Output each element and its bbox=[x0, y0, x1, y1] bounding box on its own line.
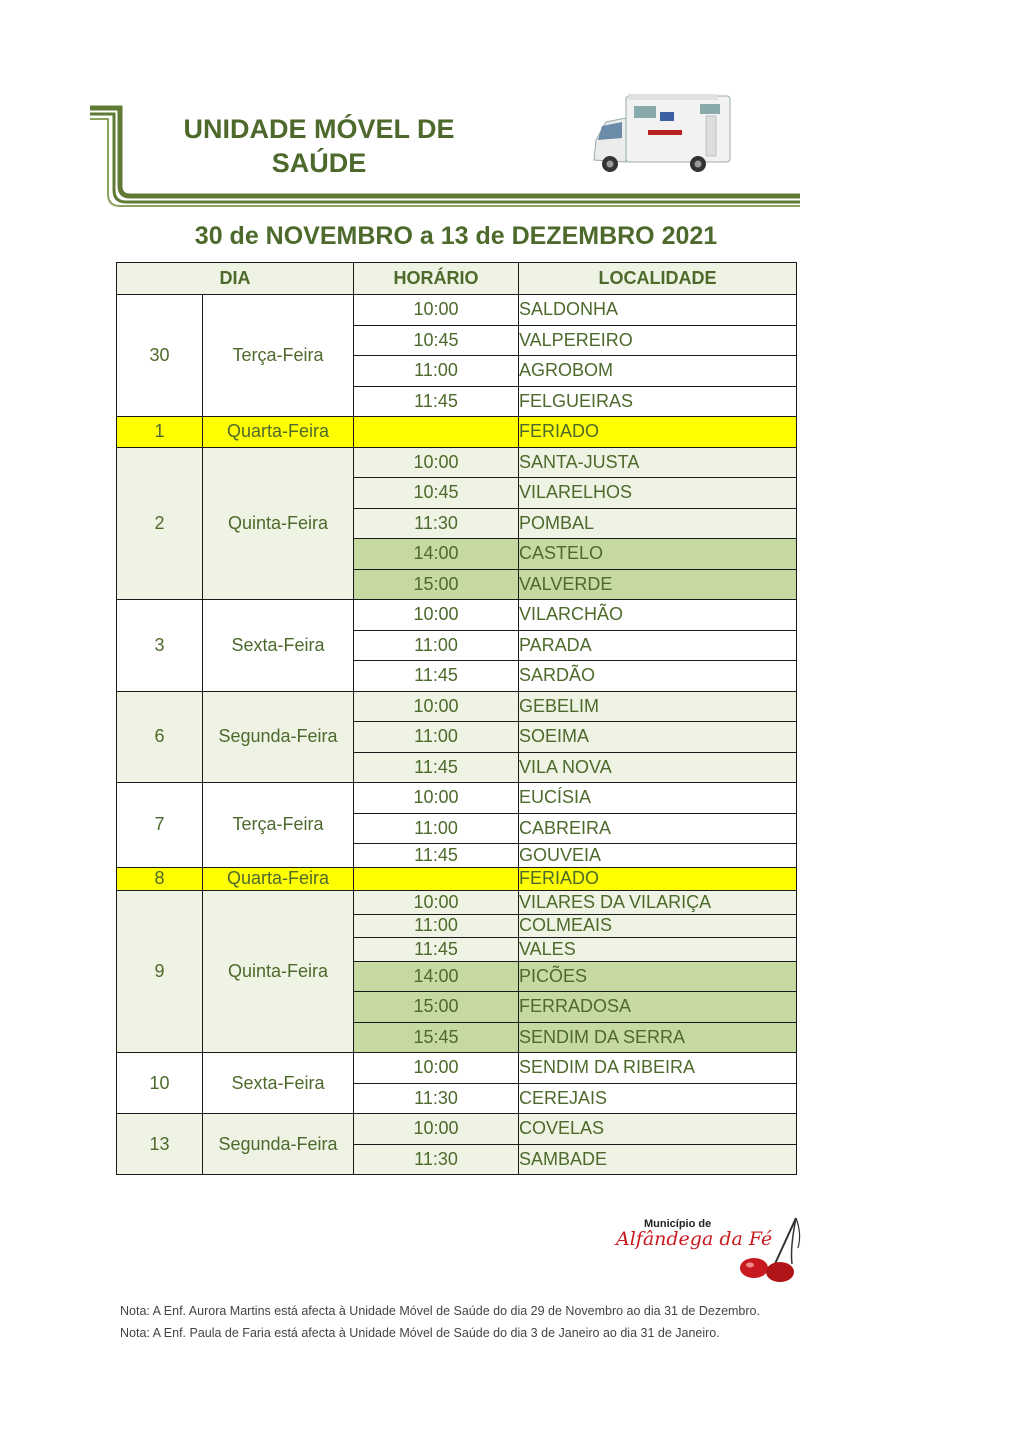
location-cell: SENDIM DA SERRA bbox=[519, 1022, 797, 1053]
location-cell: PARADA bbox=[519, 630, 797, 661]
time-cell: 11:45 bbox=[354, 752, 519, 783]
time-cell: 15:45 bbox=[354, 1022, 519, 1053]
table-row bbox=[117, 783, 797, 814]
logo-script-text: Alfândega da Fé bbox=[616, 1228, 773, 1250]
weekday: Sexta-Feira bbox=[203, 600, 354, 692]
day-number: 3 bbox=[117, 600, 203, 692]
location-cell: VILARCHÃO bbox=[519, 600, 797, 631]
location-cell: COVELAS bbox=[519, 1114, 797, 1145]
note-line-2: Nota: A Enf. Paula de Faria está afecta à Unidade Móvel de Saúde do dia 3 de Janeiro ao dia 31 de Janeiro. bbox=[120, 1326, 720, 1340]
location-cell: FERIADO bbox=[519, 417, 797, 448]
location-cell: CABREIRA bbox=[519, 813, 797, 844]
time-cell: 11:00 bbox=[354, 356, 519, 387]
table-row bbox=[117, 600, 797, 631]
cherry-icon bbox=[714, 1214, 804, 1286]
location-cell: COLMEAIS bbox=[519, 914, 797, 938]
weekday: Quarta-Feira bbox=[203, 867, 354, 891]
weekday: Terça-Feira bbox=[203, 783, 354, 868]
time-cell: 10:00 bbox=[354, 600, 519, 631]
date-range-subtitle: 30 de NOVEMBRO a 13 de DEZEMBRO 2021 bbox=[194, 222, 718, 250]
location-cell: EUCÍSIA bbox=[519, 783, 797, 814]
page-title bbox=[160, 112, 478, 180]
location-cell: SALDONHA bbox=[519, 295, 797, 326]
footnotes bbox=[120, 1300, 920, 1344]
time-cell: 10:00 bbox=[354, 891, 519, 915]
holiday-row bbox=[117, 867, 797, 891]
day-number: 8 bbox=[117, 867, 203, 891]
day-number: 13 bbox=[117, 1114, 203, 1175]
location-cell: CEREJAIS bbox=[519, 1083, 797, 1114]
location-cell: SARDÃO bbox=[519, 661, 797, 692]
note-line-1: Nota: A Enf. Aurora Martins está afecta à Unidade Móvel de Saúde do dia 29 de Novembro ao dia 31 de Dezembro. bbox=[120, 1304, 760, 1318]
location-cell: FERRADOSA bbox=[519, 992, 797, 1023]
day-number: 30 bbox=[117, 295, 203, 417]
time-cell: 15:00 bbox=[354, 992, 519, 1023]
location-cell: POMBAL bbox=[519, 508, 797, 539]
title-line-2: SAÚDE bbox=[271, 148, 367, 178]
table-row bbox=[117, 295, 797, 326]
time-cell: 10:00 bbox=[354, 1053, 519, 1084]
time-cell: 11:45 bbox=[354, 844, 519, 868]
location-cell: AGROBOM bbox=[519, 356, 797, 387]
time-cell: 11:30 bbox=[354, 1144, 519, 1175]
location-cell: VALPEREIRO bbox=[519, 325, 797, 356]
day-number: 1 bbox=[117, 417, 203, 448]
time-cell: 10:45 bbox=[354, 478, 519, 509]
time-cell bbox=[354, 417, 519, 448]
logo-top-text: Município de bbox=[644, 1218, 712, 1230]
location-cell: VILARES DA VILARIÇA bbox=[519, 891, 797, 915]
time-cell: 11:30 bbox=[354, 508, 519, 539]
table-row bbox=[117, 691, 797, 722]
day-number: 9 bbox=[117, 891, 203, 1053]
day-number: 6 bbox=[117, 691, 203, 783]
location-cell: CASTELO bbox=[519, 539, 797, 570]
location-cell: VILA NOVA bbox=[519, 752, 797, 783]
time-cell: 11:45 bbox=[354, 386, 519, 417]
table-row bbox=[117, 447, 797, 478]
table-row bbox=[117, 1114, 797, 1145]
time-cell: 11:00 bbox=[354, 722, 519, 753]
location-cell: SANTA-JUSTA bbox=[519, 447, 797, 478]
ambulance-van-image bbox=[588, 92, 733, 180]
time-cell: 14:00 bbox=[354, 539, 519, 570]
municipality-logo bbox=[614, 1214, 804, 1286]
location-cell: VILARELHOS bbox=[519, 478, 797, 509]
location-cell: PICÕES bbox=[519, 961, 797, 992]
column-header-localidade: LOCALIDADE bbox=[519, 263, 797, 295]
time-cell: 10:00 bbox=[354, 447, 519, 478]
time-cell: 15:00 bbox=[354, 569, 519, 600]
column-header-horario: HORÁRIO bbox=[354, 263, 519, 295]
location-cell: SENDIM DA RIBEIRA bbox=[519, 1053, 797, 1084]
location-cell: GOUVEIA bbox=[519, 844, 797, 868]
weekday: Segunda-Feira bbox=[203, 691, 354, 783]
location-cell: FERIADO bbox=[519, 867, 797, 891]
time-cell bbox=[354, 867, 519, 891]
title-line-1: UNIDADE MÓVEL DE bbox=[183, 114, 455, 144]
location-cell: FELGUEIRAS bbox=[519, 386, 797, 417]
column-header-dia: DIA bbox=[117, 263, 354, 295]
time-cell: 14:00 bbox=[354, 961, 519, 992]
table-row bbox=[117, 891, 797, 915]
weekday: Quarta-Feira bbox=[203, 417, 354, 448]
location-cell: VALVERDE bbox=[519, 569, 797, 600]
time-cell: 11:45 bbox=[354, 938, 519, 962]
time-cell: 11:00 bbox=[354, 630, 519, 661]
time-cell: 10:00 bbox=[354, 691, 519, 722]
weekday: Quinta-Feira bbox=[203, 447, 354, 600]
weekday: Sexta-Feira bbox=[203, 1053, 354, 1114]
weekday: Quinta-Feira bbox=[203, 891, 354, 1053]
table-row bbox=[117, 1053, 797, 1084]
time-cell: 11:00 bbox=[354, 813, 519, 844]
schedule-table bbox=[116, 262, 797, 1175]
location-cell: SAMBADE bbox=[519, 1144, 797, 1175]
time-cell: 11:00 bbox=[354, 914, 519, 938]
day-number: 7 bbox=[117, 783, 203, 868]
weekday: Segunda-Feira bbox=[203, 1114, 354, 1175]
location-cell: SOEIMA bbox=[519, 722, 797, 753]
holiday-row bbox=[117, 417, 797, 448]
location-cell: VALES bbox=[519, 938, 797, 962]
time-cell: 10:00 bbox=[354, 295, 519, 326]
time-cell: 10:45 bbox=[354, 325, 519, 356]
location-cell: GEBELIM bbox=[519, 691, 797, 722]
time-cell: 10:00 bbox=[354, 783, 519, 814]
weekday: Terça-Feira bbox=[203, 295, 354, 417]
time-cell: 11:45 bbox=[354, 661, 519, 692]
time-cell: 10:00 bbox=[354, 1114, 519, 1145]
day-number: 2 bbox=[117, 447, 203, 600]
time-cell: 11:30 bbox=[354, 1083, 519, 1114]
day-number: 10 bbox=[117, 1053, 203, 1114]
